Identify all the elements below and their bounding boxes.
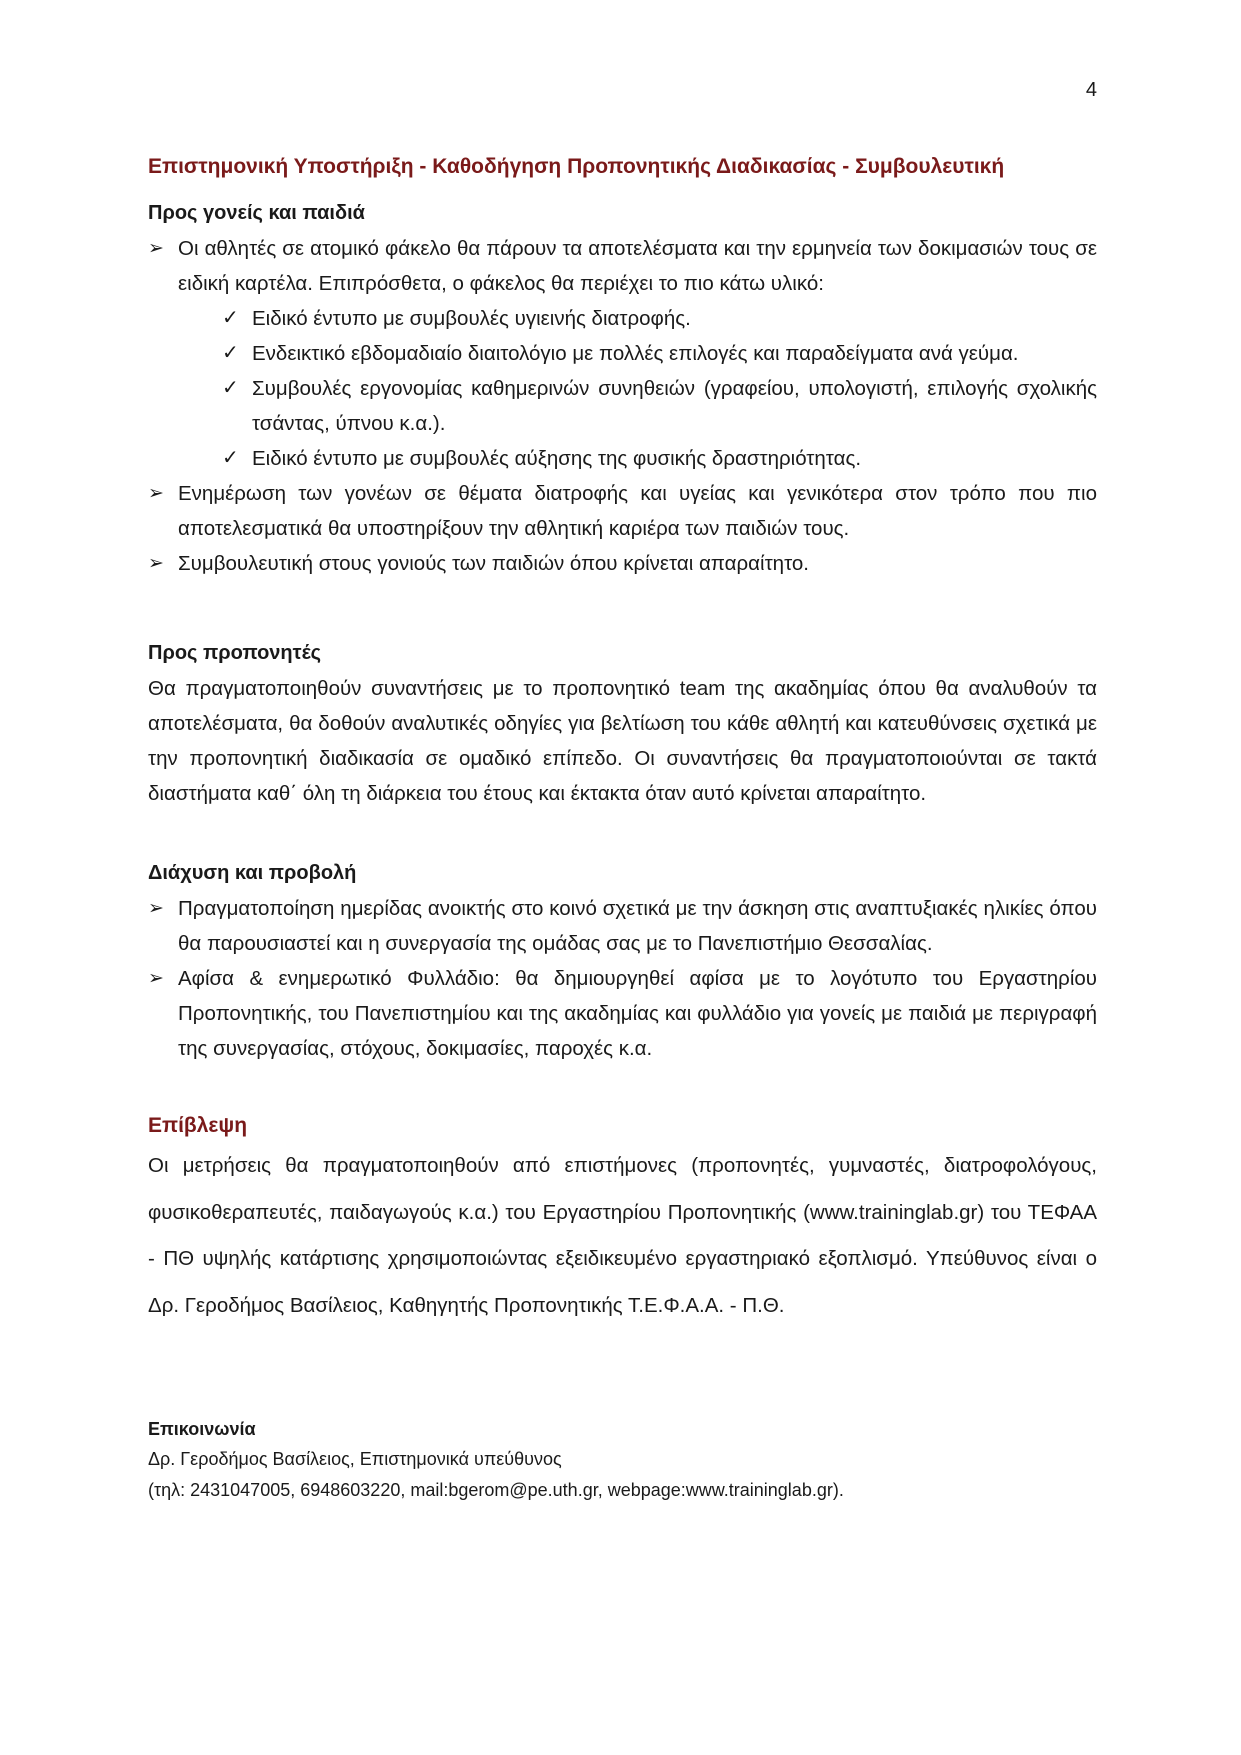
checkmark-icon: ✓ [222,342,239,364]
check-text: Συμβουλές εργονομίας καθημερινών συνηθειών (γραφείου, υπολογιστή, επιλογής σχολικής τσάντας, ύπνου κ.α.). [252,377,1097,435]
list-item [148,961,1097,1066]
contact-heading: Επικοινωνία [148,1419,256,1439]
check-text: Ειδικό έντυπο με συμβουλές αύξησης της φυσικής δραστηριότητας. [252,447,862,470]
check-item [148,371,1097,441]
list-item [148,476,1097,546]
bullet-text: Οι αθλητές σε ατομικό φάκελο θα πάρουν τα αποτελέσματα και την ερμηνεία των δοκιμασιών τους σε ειδική καρτέλα. Επιπρόσθετα, ο φάκελος θα περιέχει το πιο κάτω υλικό: [178,237,1097,295]
bullet-text: Ενημέρωση των γονέων σε θέματα διατροφής και υγείας και γενικότερα στον τρόπο που πιο αποτελεσματικά θα υποστηρίξουν την αθλητική καριέρα των παιδιών τους. [178,482,1097,540]
check-item [148,336,1097,371]
check-text: Ειδικό έντυπο με συμβουλές υγιεινής διατροφής. [252,307,691,330]
checkmark-icon: ✓ [222,377,239,399]
promotion-section [148,856,1097,1066]
supervision-section [148,1108,1097,1329]
arrowhead-bullet-icon: ➢ [148,483,164,504]
contact-details: (τηλ: 2431047005, 6948603220, mail:bgerom@pe.uth.gr, webpage:www.traininglab.gr). [148,1480,844,1500]
checkmark-icon: ✓ [222,307,239,329]
check-text: Ενδεικτικό εβδομαδιαίο διαιτολόγιο με πολλές επιλογές και παραδείγματα ανά γεύμα. [252,342,1019,365]
list-item [148,891,1097,961]
arrowhead-bullet-icon: ➢ [148,553,164,574]
document-page [148,0,1097,1755]
bullet-text: Αφίσα & ενημερωτικό Φυλλάδιο: θα δημιουργηθεί αφίσα με το λογότυπο του Εργαστηρίου Προπονητικής, του Πανεπιστημίου και της ακαδημίας και φυλλάδιο για γονείς με παιδιά με περιγραφή της συνεργασίας, στόχους, δοκιμασίες, παροχές κ.α. [178,967,1097,1060]
contact-section [148,1414,1097,1506]
bullet-text: Πραγματοποίηση ημερίδας ανοικτής στο κοινό σχετικά με την άσκηση στις αναπτυξιακές ηλικίες όπου θα παρουσιαστεί και η συνεργασία της ομάδας σας με το Πανεπιστήμιο Θεσσαλίας. [178,897,1097,955]
promotion-heading: Διάχυση και προβολή [148,862,357,884]
coaches-text: Θα πραγματοποιηθούν συναντήσεις με το προπονητικό team της ακαδημίας όπου θα αναλυθούν τα αποτελέσματα, θα δοθούν αναλυτικές οδηγίες για βελτίωση του κάθε αθλητή και κατευθύνσεις σχετικά με την προπονητική διαδικασία σε ομαδικό επίπεδο. Οι συναντήσεις θα πραγματοποιούνται σε τακτά διαστήματα καθ΄ όλη τη διάρκεια του έτους και έκτακτα όταν αυτό κρίνεται απαραίτητο. [148,677,1097,805]
bullet-text: Συμβουλευτική στους γονιούς των παιδιών όπου κρίνεται απαραίτητο. [178,552,809,575]
contact-name: Δρ. Γεροδήμος Βασίλειος, Επιστημονικά υπεύθυνος [148,1449,562,1469]
check-item [148,441,1097,476]
document-title: Επιστημονική Υποστήριξη - Καθοδήγηση Προπονητικής Διαδικασίας - Συμβουλευτική [148,155,1005,178]
list-item [148,546,1097,581]
supervision-heading: Επίβλεψη [148,1114,248,1137]
coaches-section [148,636,1097,811]
parents-section [148,196,1097,581]
parents-heading: Προς γονείς και παιδιά [148,202,365,224]
arrowhead-bullet-icon: ➢ [148,968,164,989]
list-item [148,231,1097,301]
arrowhead-bullet-icon: ➢ [148,898,164,919]
page-number: 4 [1085,79,1097,101]
coaches-heading: Προς προπονητές [148,642,321,664]
check-item [148,301,1097,336]
arrowhead-bullet-icon: ➢ [148,238,164,259]
checkmark-icon: ✓ [222,447,239,469]
supervision-text: Οι μετρήσεις θα πραγματοποιηθούν από επιστήμονες (προπονητές, γυμναστές, διατροφολόγους, φυσικοθεραπευτές, παιδαγωγούς κ.α.) του Εργαστηρίου Προπονητικής (www.traininglab.gr) του ΤΕΦΑΑ - ΠΘ υψηλής κατάρτισης χρησιμοποιώντας εξειδικευμένο εργαστηριακό εξοπλισμό. Υπεύθυνος είναι ο Δρ. Γεροδήμος Βασίλειος, Καθηγητής Προπονητικής Τ.Ε.Φ.Α.Α. - Π.Θ. [148,1154,1097,1317]
